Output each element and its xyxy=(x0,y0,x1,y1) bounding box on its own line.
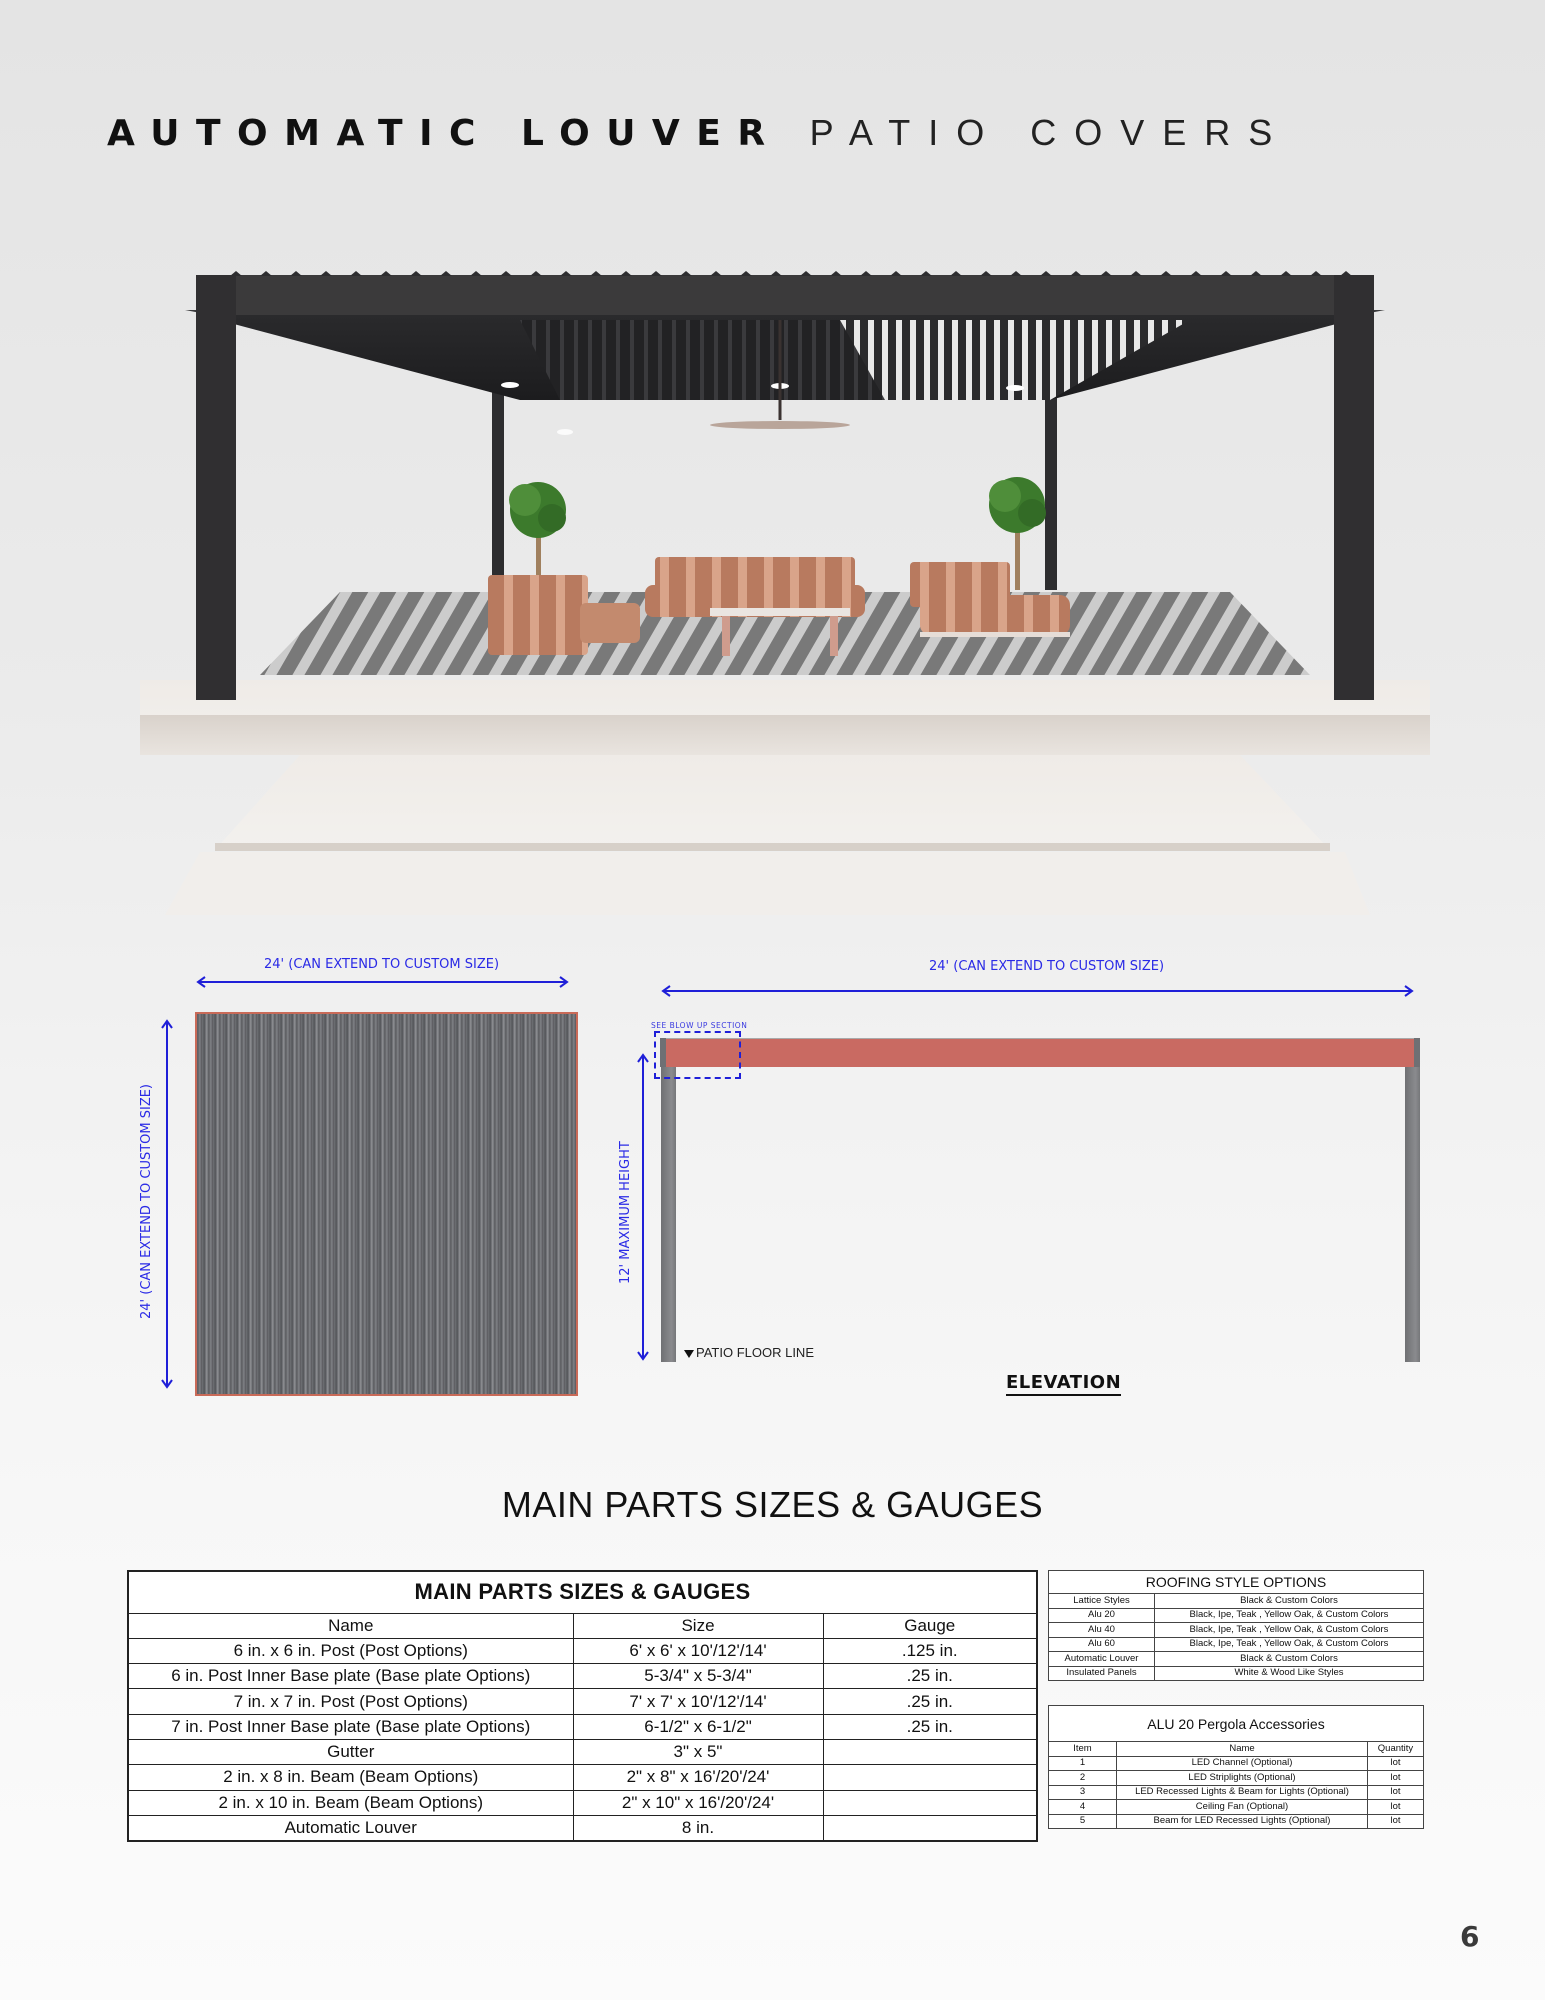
table-row xyxy=(1049,1800,1424,1815)
cell-size: 6-1/2" x 6-1/2" xyxy=(573,1714,823,1739)
cell-style: Alu 60 xyxy=(1049,1637,1155,1652)
elevation-beam-end-right xyxy=(1414,1038,1420,1067)
cell-style: Alu 40 xyxy=(1049,1623,1155,1638)
table-row xyxy=(1049,1785,1424,1800)
cell-gauge xyxy=(823,1739,1037,1764)
roofing-table-caption: ROOFING STYLE OPTIONS xyxy=(1049,1571,1424,1594)
table-row xyxy=(1049,1814,1424,1829)
patio-floor-line-label: PATIO FLOOR LINE xyxy=(696,1345,814,1360)
pergola-accessories-table xyxy=(1048,1705,1424,1829)
max-height-label: 12' MAXIMUM HEIGHT xyxy=(618,1141,633,1284)
accessories-header-row xyxy=(1049,1742,1424,1757)
cell-colors: White & Wood Like Styles xyxy=(1155,1666,1424,1681)
header-size: Size xyxy=(573,1613,823,1638)
elevation-title: ELEVATION xyxy=(1006,1372,1121,1396)
louver-plan-view xyxy=(195,1012,578,1396)
cell-style: Automatic Louver xyxy=(1049,1652,1155,1667)
cell-name: 6 in. Post Inner Base plate (Base plate Options) xyxy=(128,1664,573,1689)
table-row xyxy=(128,1765,1037,1790)
cell-size: 7' x 7' x 10'/12'/14' xyxy=(573,1689,823,1714)
cell-name: Ceiling Fan (Optional) xyxy=(1117,1800,1368,1815)
table-row xyxy=(1049,1666,1424,1681)
cell-gauge xyxy=(823,1815,1037,1840)
table-row xyxy=(128,1739,1037,1764)
cell-name: 2 in. x 8 in. Beam (Beam Options) xyxy=(128,1765,573,1790)
cell-quantity: lot xyxy=(1368,1785,1424,1800)
header-gauge: Gauge xyxy=(823,1613,1037,1638)
cell-style: Lattice Styles xyxy=(1049,1594,1155,1609)
cell-gauge: .25 in. xyxy=(823,1714,1037,1739)
cell-size: 8 in. xyxy=(573,1815,823,1840)
cell-item: 3 xyxy=(1049,1785,1117,1800)
cell-size: 5-3/4" x 5-3/4" xyxy=(573,1664,823,1689)
table-row xyxy=(1049,1637,1424,1652)
cell-gauge xyxy=(823,1765,1037,1790)
cell-item: 1 xyxy=(1049,1756,1117,1771)
cell-name: 7 in. Post Inner Base plate (Base plate Options) xyxy=(128,1714,573,1739)
plan-width-dimension-label: 24' (CAN EXTEND TO CUSTOM SIZE) xyxy=(264,957,500,972)
table-row xyxy=(128,1815,1037,1840)
height-arrow-icon xyxy=(637,1052,649,1362)
elevation-beam xyxy=(666,1038,1414,1067)
cell-name: 2 in. x 10 in. Beam (Beam Options) xyxy=(128,1790,573,1815)
table-row xyxy=(1049,1608,1424,1623)
cell-name: LED Striplights (Optional) xyxy=(1117,1771,1368,1786)
accessories-table-caption: ALU 20 Pergola Accessories xyxy=(1049,1706,1424,1742)
page-title-bold: AUTOMATIC LOUVER xyxy=(107,113,782,154)
cell-style: Insulated Panels xyxy=(1049,1666,1155,1681)
table-row xyxy=(1049,1756,1424,1771)
cell-style: Alu 20 xyxy=(1049,1608,1155,1623)
cell-name: Beam for LED Recessed Lights (Optional) xyxy=(1117,1814,1368,1829)
cell-name: Gutter xyxy=(128,1739,573,1764)
cell-name: Automatic Louver xyxy=(128,1815,573,1840)
table-row xyxy=(128,1664,1037,1689)
elevation-width-dimension-label: 24' (CAN EXTEND TO CUSTOM SIZE) xyxy=(929,959,1165,974)
elevation-width-arrow-icon xyxy=(660,985,1415,997)
floor-marker-icon xyxy=(684,1350,694,1358)
cell-gauge: .25 in. xyxy=(823,1689,1037,1714)
cell-quantity: lot xyxy=(1368,1800,1424,1815)
cell-size: 2" x 8" x 16'/20'/24' xyxy=(573,1765,823,1790)
header-name: Name xyxy=(1117,1742,1368,1757)
header-quantity: Quantity xyxy=(1368,1742,1424,1757)
cell-colors: Black, Ipe, Teak , Yellow Oak, & Custom Colors xyxy=(1155,1637,1424,1652)
cell-size: 3" x 5" xyxy=(573,1739,823,1764)
table-row xyxy=(1049,1594,1424,1609)
elevation-post-left xyxy=(661,1067,676,1362)
table-row xyxy=(1049,1652,1424,1667)
pergola-render-image xyxy=(140,260,1430,920)
cell-name: 6 in. x 6 in. Post (Post Options) xyxy=(128,1638,573,1663)
cell-gauge: .25 in. xyxy=(823,1664,1037,1689)
elevation-post-right xyxy=(1405,1067,1420,1362)
cell-quantity: lot xyxy=(1368,1814,1424,1829)
page-title-light: PATIO COVERS xyxy=(809,112,1291,153)
cell-item: 4 xyxy=(1049,1800,1117,1815)
cell-colors: Black & Custom Colors xyxy=(1155,1594,1424,1609)
main-table-header-row xyxy=(128,1613,1037,1638)
plan-width-arrow-icon xyxy=(195,976,570,988)
main-table-caption: MAIN PARTS SIZES & GAUGES xyxy=(128,1571,1037,1613)
cell-item: 5 xyxy=(1049,1814,1117,1829)
cell-quantity: lot xyxy=(1368,1756,1424,1771)
cell-colors: Black, Ipe, Teak , Yellow Oak, & Custom Colors xyxy=(1155,1623,1424,1638)
cell-gauge: .125 in. xyxy=(823,1638,1037,1663)
cell-name: 7 in. x 7 in. Post (Post Options) xyxy=(128,1689,573,1714)
section-heading: MAIN PARTS SIZES & GAUGES xyxy=(501,1484,1044,1525)
cell-colors: Black & Custom Colors xyxy=(1155,1652,1424,1667)
main-parts-table xyxy=(127,1570,1038,1842)
blowup-section-label: SEE BLOW UP SECTION xyxy=(651,1021,748,1030)
cell-name: LED Channel (Optional) xyxy=(1117,1756,1368,1771)
plan-depth-dimension-label: 24' (CAN EXTEND TO CUSTOM SIZE) xyxy=(139,1083,154,1319)
cell-quantity: lot xyxy=(1368,1771,1424,1786)
header-item: Item xyxy=(1049,1742,1117,1757)
roofing-style-options-table xyxy=(1048,1570,1424,1681)
table-row xyxy=(128,1790,1037,1815)
table-row xyxy=(128,1714,1037,1739)
plan-depth-arrow-icon xyxy=(161,1018,173,1390)
cell-item: 2 xyxy=(1049,1771,1117,1786)
cell-name: LED Recessed Lights & Beam for Lights (Optional) xyxy=(1117,1785,1368,1800)
cell-size: 2" x 10" x 16'/20'/24' xyxy=(573,1790,823,1815)
blowup-section-box xyxy=(654,1031,741,1079)
table-row xyxy=(1049,1771,1424,1786)
page-title xyxy=(107,112,1290,154)
header-name: Name xyxy=(128,1613,573,1638)
table-row xyxy=(1049,1623,1424,1638)
table-row xyxy=(128,1689,1037,1714)
table-row xyxy=(128,1638,1037,1663)
cell-gauge xyxy=(823,1790,1037,1815)
cell-colors: Black, Ipe, Teak , Yellow Oak, & Custom Colors xyxy=(1155,1608,1424,1623)
page-number: 6 xyxy=(1460,1920,1480,1953)
cell-size: 6' x 6' x 10'/12'/14' xyxy=(573,1638,823,1663)
